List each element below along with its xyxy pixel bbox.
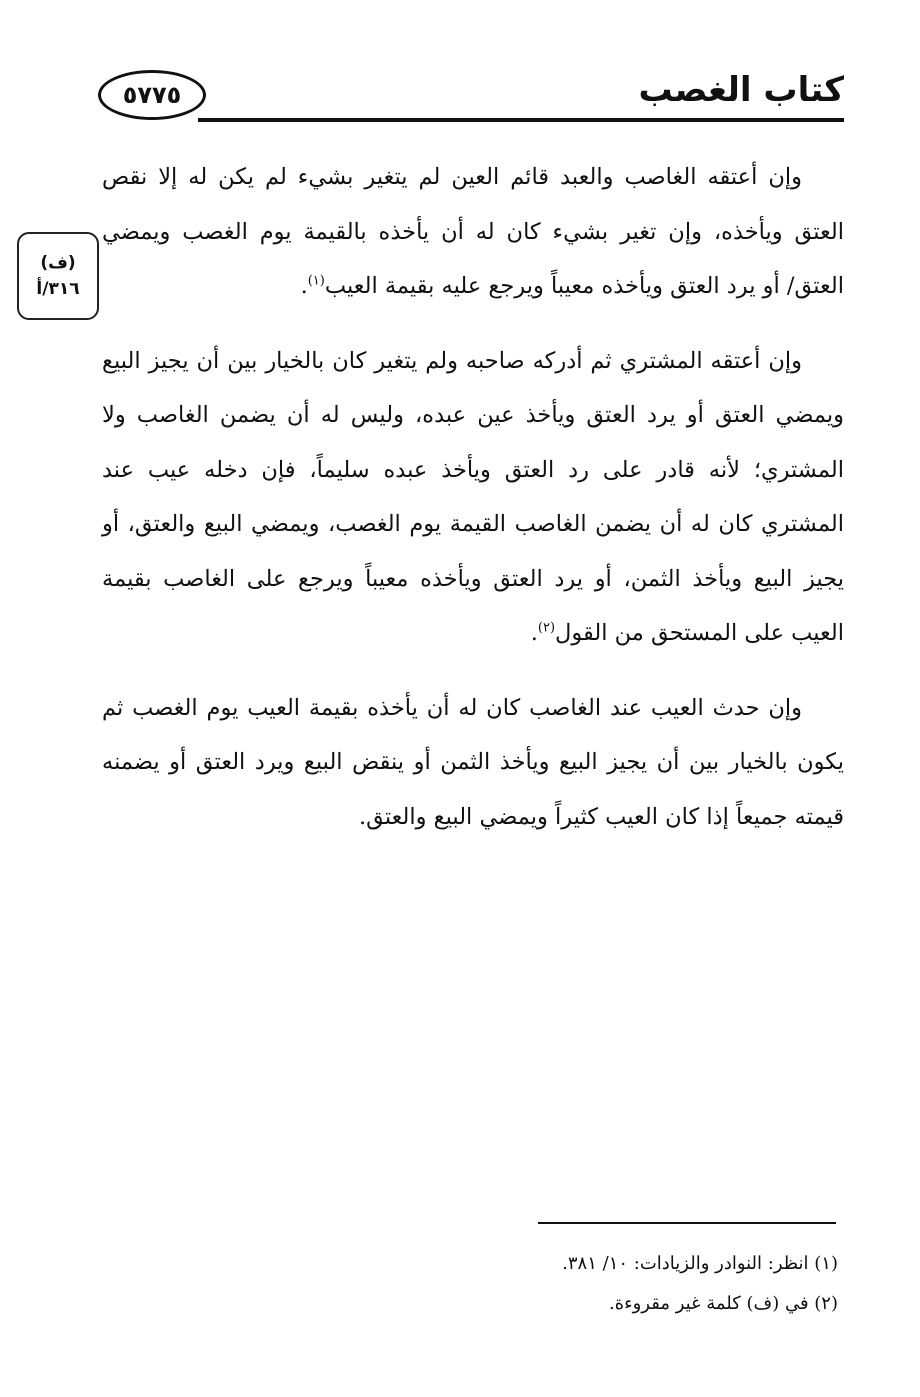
footnote-separator bbox=[538, 1222, 836, 1224]
footnote: (١) انظر: النوادر والزيادات: ١٠/ ٣٨١. bbox=[562, 1253, 838, 1274]
chapter-title: كتاب الغصب bbox=[638, 70, 844, 110]
footnote-ref: (٢) bbox=[537, 620, 556, 636]
folio-source: (ف) bbox=[40, 253, 76, 273]
manuscript-folio-note bbox=[17, 232, 99, 320]
body-text bbox=[102, 150, 844, 864]
page-header bbox=[98, 66, 844, 132]
page-number: ٥٧٧٥ bbox=[98, 70, 206, 120]
paragraph: وإن حدث العيب عند الغاصب كان له أن يأخذه بقيمة العيب يوم الغصب ثم يكون بالخيار بين أن يجيز البيع ويأخذ الثمن أو ينقض البيع ويرد العتق أو يضمنه قيمته جميعاً إذا كان العيب كثيراً ويمضي البيع والعتق. bbox=[102, 694, 844, 830]
footnotes bbox=[102, 1244, 838, 1324]
paragraph: وإن أعتقه الغاصب والعبد قائم العين لم يتغير بشيء لم يكن له إلا نقص العتق ويأخذه، وإن تغير بشيء كان له أن يأخذه بالقيمة يوم الغصب ويمضي العتق/ أو يرد العتق ويأخذه معيباً ويرجع عليه بقيمة العيب$^{(١)}$. bbox=[102, 164, 844, 299]
header-rule bbox=[198, 118, 844, 122]
paragraph: وإن أعتقه المشتري ثم أدركه صاحبه ولم يتغير كان بالخيار بين أن يجيز البيع ويمضي العتق أو يرد العتق ويأخذ عين عبده، وليس له أن يضمن الغاصب ولا المشتري؛ لأنه قادر على رد العتق ويأخذ عبده سليماً، فإن دخله عيب عند المشتري كان له أن يضمن الغاصب القيمة يوم الغصب، ويمضي البيع والعتق، أو يجيز البيع ويأخذ الثمن، أو يرد العتق ويأخذه معيباً ويرجع على الغاصب بقيمة العيب على المستحق من القول$^{(٢)}$. bbox=[102, 347, 844, 646]
footnote: (٢) في (ف) كلمة غير مقروءة. bbox=[609, 1293, 838, 1314]
folio-number: ٣١٦/أ bbox=[36, 279, 80, 299]
footnote-ref: (١) bbox=[307, 273, 325, 289]
